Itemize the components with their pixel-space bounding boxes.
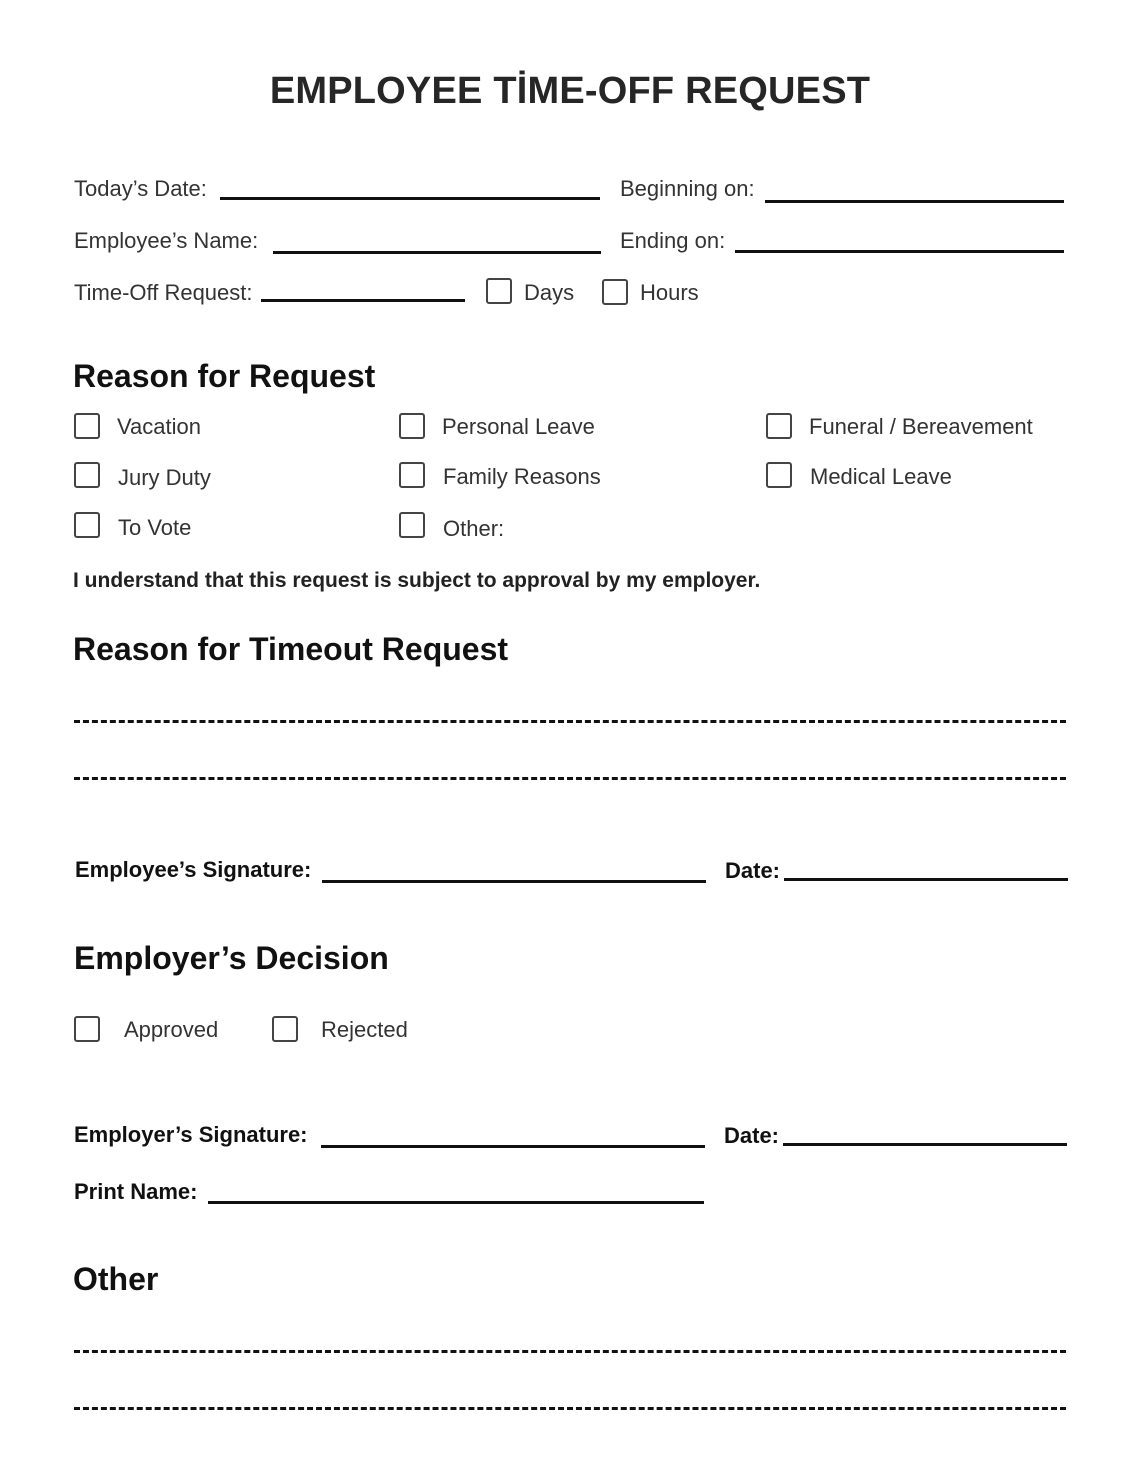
to-vote-label: To Vote	[118, 515, 192, 540]
other-reason-label: Other:	[443, 516, 505, 541]
employer-decision-heading: Employer’s Decision	[74, 940, 389, 976]
print-name-label: Print Name:	[74, 1179, 198, 1204]
reason-for-request-heading: Reason for Request	[73, 358, 376, 394]
timeout-reason-line-1[interactable]	[74, 720, 1066, 723]
todays-date-label: Today’s Date:	[74, 176, 207, 201]
jury-duty-label: Jury Duty	[118, 465, 211, 490]
family-reasons-label: Family Reasons	[443, 464, 601, 489]
to-vote-checkbox[interactable]	[74, 512, 100, 538]
beginning-on-label: Beginning on:	[620, 176, 755, 201]
rejected-checkbox[interactable]	[272, 1016, 298, 1042]
beginning-on-input[interactable]	[765, 200, 1064, 203]
employer-date-label: Date:	[724, 1123, 780, 1148]
employee-name-input[interactable]	[273, 251, 601, 254]
ending-on-label: Ending on:	[620, 228, 726, 253]
vacation-checkbox[interactable]	[74, 413, 100, 439]
medical-leave-checkbox[interactable]	[766, 462, 792, 488]
funeral-bereavement-label: Funeral / Bereavement	[809, 414, 1033, 439]
print-name-input[interactable]	[208, 1201, 704, 1204]
approval-acknowledgement: I understand that this request is subject to approval by my employer.	[73, 569, 761, 592]
employee-date-input[interactable]	[784, 878, 1068, 881]
other-reason-checkbox[interactable]	[399, 512, 425, 538]
other-heading: Other	[73, 1261, 159, 1297]
employer-signature-label: Employer’s Signature:	[74, 1122, 308, 1147]
employee-signature-input[interactable]	[322, 880, 706, 883]
days-checkbox[interactable]	[486, 278, 512, 304]
medical-leave-label: Medical Leave	[810, 464, 952, 489]
employee-name-label: Employee’s Name:	[74, 228, 259, 253]
personal-leave-label: Personal Leave	[442, 414, 595, 439]
timeout-request-heading: Reason for Timeout Request	[73, 631, 509, 667]
employer-date-input[interactable]	[783, 1143, 1067, 1146]
hours-label: Hours	[640, 280, 699, 305]
personal-leave-checkbox[interactable]	[399, 413, 425, 439]
todays-date-input[interactable]	[220, 197, 600, 200]
employer-signature-input[interactable]	[321, 1145, 705, 1148]
time-off-request-input[interactable]	[261, 299, 465, 302]
jury-duty-checkbox[interactable]	[74, 462, 100, 488]
funeral-bereavement-checkbox[interactable]	[766, 413, 792, 439]
ending-on-input[interactable]	[735, 250, 1064, 253]
timeout-reason-line-2[interactable]	[74, 777, 1066, 780]
family-reasons-checkbox[interactable]	[399, 462, 425, 488]
employee-signature-label: Employee’s Signature:	[75, 857, 312, 882]
vacation-label: Vacation	[117, 414, 201, 439]
days-label: Days	[524, 280, 575, 305]
rejected-label: Rejected	[321, 1017, 408, 1042]
approved-checkbox[interactable]	[74, 1016, 100, 1042]
employee-date-label: Date:	[725, 858, 781, 883]
other-line-2[interactable]	[74, 1407, 1066, 1410]
approved-label: Approved	[124, 1017, 219, 1042]
time-off-request-label: Time-Off Request:	[74, 280, 253, 305]
other-line-1[interactable]	[74, 1350, 1066, 1353]
page-title: EMPLOYEE TİME-OFF REQUEST	[269, 70, 871, 112]
hours-checkbox[interactable]	[602, 279, 628, 305]
